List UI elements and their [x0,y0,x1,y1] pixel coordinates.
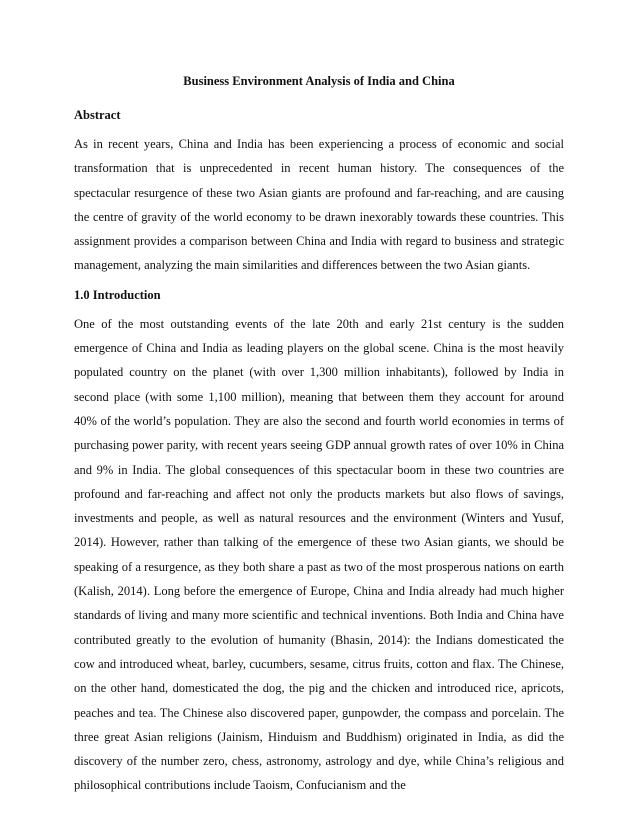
abstract-paragraph: As in recent years, China and India has been experiencing a process of economic and social transformation that is unprecedented in recent human history. The consequences of the spectacular resurgence of these two Asian giants are profound and far-reaching, and are causing the centre of gravity of the world economy to be drawn inexorably towards these countries. This assignment provides a comparison between China and India with regard to business and strategic management, analyzing the main similarities and differences between the two Asian giants. [74,137,564,273]
introduction-paragraph: One of the most outstanding events of the late 20th and early 21st century is the sudden emergence of China and India as leading players on the global scene. China is the most heavily populated country on the planet (with over 1,300 million inhabitants), followed by India in second place (with some 1,100 million), meaning that between them they account for around 40% of the world’s population. They are also the second and fourth world economies in terms of purchasing power parity, with recent years seeing GDP annual growth rates of over 10% in China and 9% in India. The global consequences of this spectacular boom in these two countries are profound and far-reaching and affect not only the products markets but also flows of savings, investments and people, as well as natural resources and the environment (Winters and Yusuf, 2014). However, rather than talking of the emergence of these two Asian giants, we should be speaking of a resurgence, as they both share a past as two of the most prosperous nations on earth (Kalish, 2014). Long before the emergence of Europe, China and India already had much higher standards of living and many more scientific and technical inventions. Both India and China have contributed greatly to the evolution of humanity (Bhasin, 2014): the Indians domesticated the cow and introduced wheat, barley, cucumbers, sesame, citrus fruits, cotton and flax. The Chinese, on the other hand, domesticated the dog, the pig and the chicken and introduced rice, apricots, peaches and tea. The Chinese also discovered paper, gunpowder, the compass and porcelain. The three great Asian religions (Jainism, Hinduism and Buddhism) originated in India, as did the discovery of the number zero, chess, astronomy, astrology and dye, while China’s religious and philosophical contributions include Taoism, Confucianism and the [74,316,564,793]
document-title: Business Environment Analysis of India and China [183,74,455,88]
abstract-heading: Abstract [74,108,121,122]
introduction-heading: 1.0 Introduction [74,287,161,302]
document-page [74,72,564,806]
